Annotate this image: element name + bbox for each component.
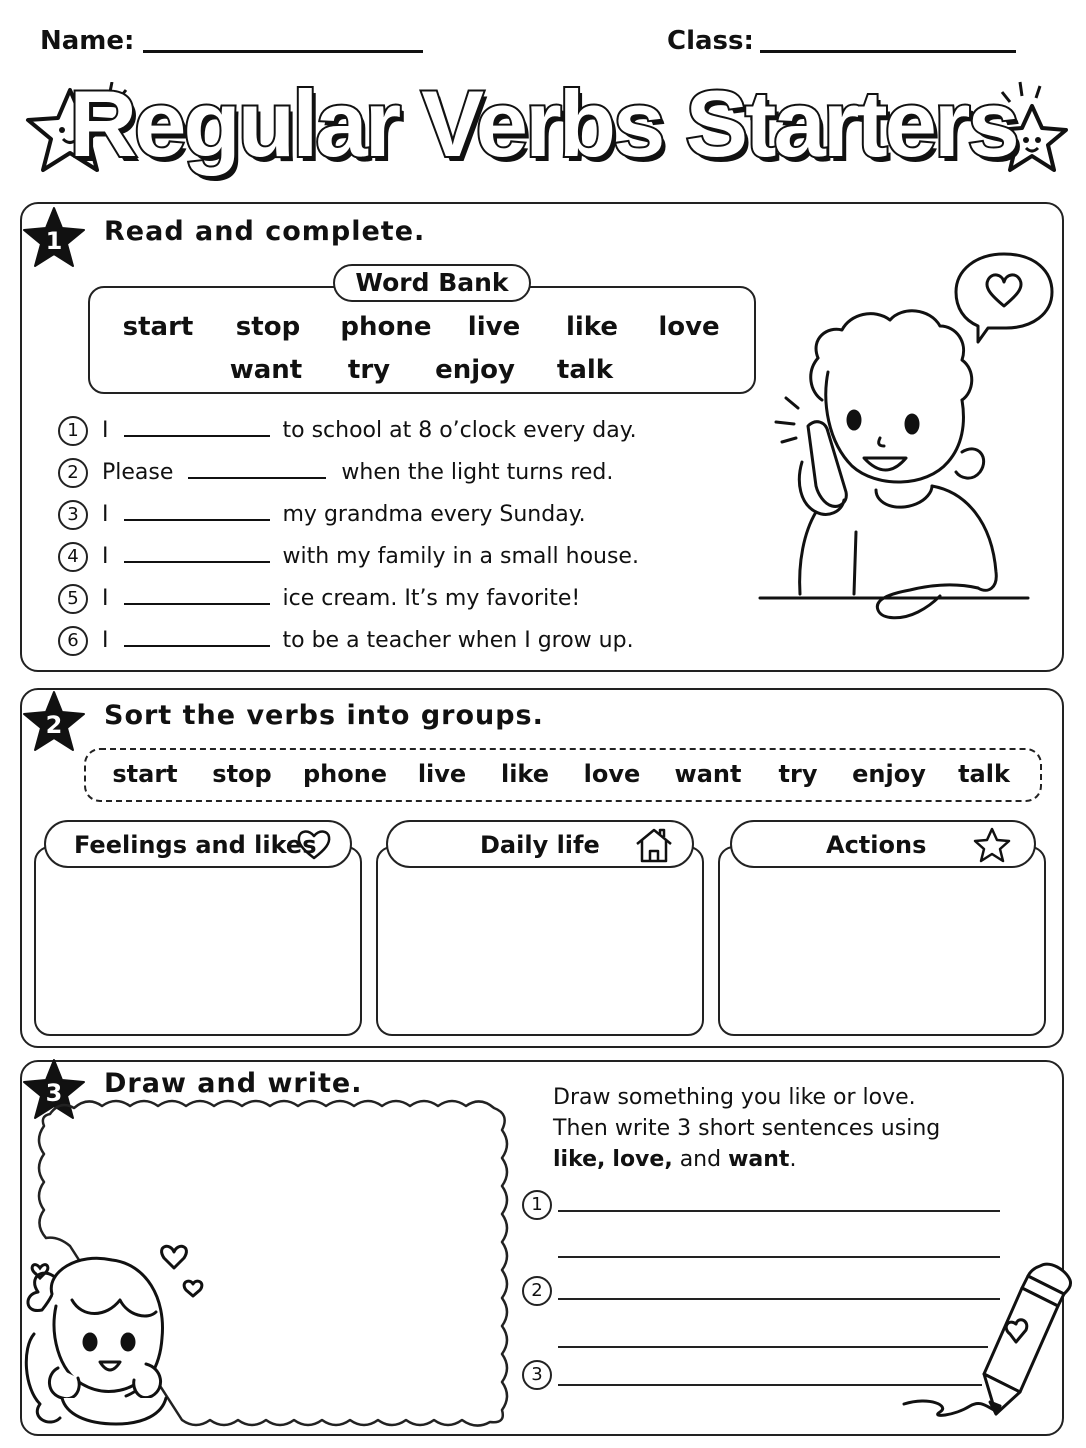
sentence-number: 6	[58, 626, 88, 656]
instruction-text: Draw something you like or love. Then write 3 short sentences using like, love, and want.	[553, 1085, 941, 1172]
word-bank-word: want	[229, 355, 303, 385]
verb-word[interactable]: want	[674, 760, 742, 788]
heart-icon	[296, 828, 332, 862]
class-label: Class:	[667, 26, 754, 56]
verb-word[interactable]: enjoy	[852, 760, 926, 788]
word-bank-word: enjoy	[435, 355, 515, 385]
verb-word[interactable]: stop	[212, 760, 272, 788]
line-number: 3	[522, 1360, 552, 1390]
sentence-2: Please when the light turns red.	[102, 460, 614, 485]
page-title: Regular Verbs Starters	[69, 71, 1017, 176]
section-3-number: 3	[45, 1079, 63, 1107]
verb-word[interactable]: talk	[958, 760, 1010, 788]
group-tab-feelings	[44, 820, 352, 868]
sentence-5: I ice cream. It’s my favorite!	[102, 586, 581, 611]
verb-word[interactable]: try	[778, 760, 818, 788]
verb-word[interactable]: start	[112, 760, 178, 788]
section-2-title: Sort the verbs into groups.	[104, 700, 544, 731]
girl-illustration	[16, 1238, 216, 1428]
name-label: Name:	[40, 26, 135, 56]
sentence-number: 4	[58, 542, 88, 572]
sentence-6: I to be a teacher when I grow up.	[102, 628, 634, 653]
writing-line[interactable]	[558, 1210, 1000, 1212]
word-bank-word: try	[347, 355, 391, 385]
line-number: 2	[522, 1276, 552, 1306]
section-1-number: 1	[45, 227, 63, 255]
sentence-4: I with my family in a small house.	[102, 544, 639, 569]
section-3-title: Draw and write.	[104, 1068, 363, 1099]
house-icon	[634, 826, 674, 864]
name-field[interactable]	[143, 50, 423, 53]
answer-blank[interactable]	[124, 560, 270, 563]
word-bank-word: live	[467, 312, 521, 342]
group-box-actions[interactable]	[718, 846, 1046, 1036]
pencil-icon	[900, 1256, 1080, 1426]
section-2-number: 2	[45, 711, 63, 739]
group-box-feelings[interactable]	[34, 846, 362, 1036]
answer-blank[interactable]	[188, 476, 326, 479]
verb-word[interactable]: phone	[302, 760, 388, 788]
star-icon	[972, 826, 1012, 864]
answer-blank[interactable]	[124, 434, 270, 437]
section-1-star-badge	[22, 206, 86, 270]
answer-blank[interactable]	[124, 644, 270, 647]
group-box-daily-life[interactable]	[376, 846, 704, 1036]
sentence-number: 1	[58, 416, 88, 446]
section-2-star-badge	[22, 690, 86, 754]
word-bank-word: start	[122, 312, 194, 342]
boy-on-phone-illustration	[756, 242, 1056, 622]
answer-blank[interactable]	[124, 518, 270, 521]
verb-word[interactable]: like	[500, 760, 550, 788]
sentence-number: 2	[58, 458, 88, 488]
word-bank-word: talk	[556, 355, 614, 385]
sentence-1: I to school at 8 o’clock every day.	[102, 418, 637, 443]
sentence-3: I my grandma every Sunday.	[102, 502, 586, 527]
group-tab-daily-life	[386, 820, 694, 868]
verb-word[interactable]: live	[417, 760, 467, 788]
verb-word[interactable]: love	[583, 760, 641, 788]
group-label: Daily life	[480, 831, 600, 859]
word-bank-title: Word Bank	[333, 264, 531, 302]
word-bank-word: phone	[340, 312, 432, 342]
class-field[interactable]	[760, 50, 1016, 53]
section-1-title: Read and complete.	[104, 216, 426, 247]
answer-blank[interactable]	[124, 602, 270, 605]
group-label: Actions	[826, 831, 927, 859]
sentence-number: 3	[58, 500, 88, 530]
group-label: Feelings and likes	[74, 831, 317, 859]
sentence-number: 5	[58, 584, 88, 614]
word-bank-word: like	[565, 312, 619, 342]
word-bank-word: stop	[235, 312, 301, 342]
line-number: 1	[522, 1190, 552, 1220]
word-bank-word: love	[658, 312, 720, 342]
group-tab-actions	[730, 820, 1036, 868]
